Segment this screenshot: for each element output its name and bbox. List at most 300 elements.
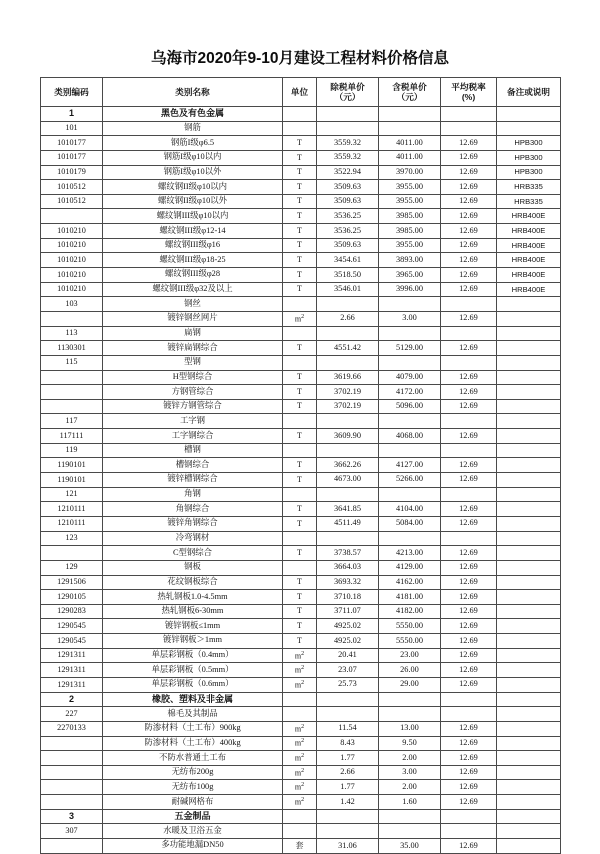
cell-average-tax-rate: [441, 809, 497, 824]
cell-category-name: 镀锌扁钢综合: [103, 341, 283, 356]
cell-remarks: [497, 809, 561, 824]
cell-unit: $m^2$: [283, 795, 317, 810]
cell-category-name: 黑色及有色金属: [103, 107, 283, 122]
cell-in-tax-price: 23.00: [379, 648, 441, 663]
cell-unit: [283, 487, 317, 502]
cell-ex-tax-price: 3509.63: [317, 180, 379, 195]
cell-unit: [283, 414, 317, 429]
cell-unit: T: [283, 136, 317, 151]
cell-category-code: 113: [41, 326, 103, 341]
cell-average-tax-rate: 12.69: [441, 253, 497, 268]
cell-category-code: [41, 751, 103, 766]
column-header-in-tax-price: [379, 78, 441, 107]
cell-average-tax-rate: 12.69: [441, 663, 497, 678]
cell-in-tax-price: 4068.00: [379, 429, 441, 444]
table-row: [41, 194, 561, 209]
column-header-in-tax-price-line1: 含税单价: [392, 81, 427, 92]
cell-unit: T: [283, 516, 317, 531]
cell-category-name: 多功能地漏DN50: [103, 839, 283, 854]
cell-remarks: [497, 736, 561, 751]
cell-remarks: [497, 385, 561, 400]
cell-category-name: 钢丝: [103, 297, 283, 312]
cell-category-name: 冷弯钢材: [103, 531, 283, 546]
header-row: [41, 78, 561, 107]
cell-unit: $m^2$: [283, 736, 317, 751]
column-header-unit: 单位: [283, 78, 317, 107]
cell-in-tax-price: 4011.00: [379, 150, 441, 165]
cell-in-tax-price: 3.00: [379, 765, 441, 780]
table-body: [41, 107, 561, 854]
cell-remarks: [497, 824, 561, 839]
cell-average-tax-rate: 12.69: [441, 268, 497, 283]
cell-average-tax-rate: 12.69: [441, 546, 497, 561]
cell-category-name: 单层彩钢板（0.5mm）: [103, 663, 283, 678]
table-row: [41, 209, 561, 224]
cell-category-name: 镀锌槽钢综合: [103, 473, 283, 488]
column-header-average-tax-rate: [441, 78, 497, 107]
cell-average-tax-rate: [441, 326, 497, 341]
cell-remarks: HRB400E: [497, 224, 561, 239]
cell-unit: T: [283, 502, 317, 517]
table-row: [41, 107, 561, 122]
cell-ex-tax-price: 1.77: [317, 780, 379, 795]
table-row: [41, 268, 561, 283]
cell-unit: T: [283, 165, 317, 180]
cell-category-name: 角钢综合: [103, 502, 283, 517]
cell-category-code: 119: [41, 443, 103, 458]
table-row: [41, 238, 561, 253]
cell-category-code: 1290105: [41, 590, 103, 605]
cell-in-tax-price: 5550.00: [379, 634, 441, 649]
cell-category-code: 1010210: [41, 238, 103, 253]
cell-ex-tax-price: 3693.32: [317, 575, 379, 590]
cell-in-tax-price: 4162.00: [379, 575, 441, 590]
cell-unit: T: [283, 429, 317, 444]
table-row: [41, 751, 561, 766]
cell-category-name: H型钢综合: [103, 370, 283, 385]
cell-in-tax-price: [379, 692, 441, 707]
cell-unit: T: [283, 370, 317, 385]
column-header-average-tax-rate-line1: 平均税率: [451, 81, 486, 92]
column-header-average-tax-rate-line2: (%): [461, 92, 476, 102]
table-row: [41, 150, 561, 165]
cell-category-code: 103: [41, 297, 103, 312]
cell-category-name: 螺纹钢III级φ16: [103, 238, 283, 253]
cell-remarks: [497, 443, 561, 458]
cell-average-tax-rate: 12.69: [441, 604, 497, 619]
cell-average-tax-rate: 12.69: [441, 516, 497, 531]
cell-category-code: 1010179: [41, 165, 103, 180]
cell-remarks: [497, 473, 561, 488]
cell-in-tax-price: 4079.00: [379, 370, 441, 385]
table-row: [41, 809, 561, 824]
cell-category-code: 1010512: [41, 194, 103, 209]
table-row: [41, 634, 561, 649]
cell-unit: $m^2$: [283, 663, 317, 678]
cell-category-code: 1210111: [41, 516, 103, 531]
cell-category-code: 1291311: [41, 663, 103, 678]
cell-ex-tax-price: 3711.07: [317, 604, 379, 619]
table-row: [41, 575, 561, 590]
cell-category-name: 钢板: [103, 560, 283, 575]
cell-unit: T: [283, 385, 317, 400]
cell-in-tax-price: 4011.00: [379, 136, 441, 151]
cell-average-tax-rate: [441, 107, 497, 122]
cell-unit: T: [283, 341, 317, 356]
cell-category-code: [41, 370, 103, 385]
cell-average-tax-rate: 12.69: [441, 282, 497, 297]
cell-in-tax-price: [379, 297, 441, 312]
cell-category-name: 方钢管综合: [103, 385, 283, 400]
cell-ex-tax-price: 3559.32: [317, 136, 379, 151]
cell-average-tax-rate: 12.69: [441, 458, 497, 473]
table-row: [41, 370, 561, 385]
cell-in-tax-price: 4129.00: [379, 560, 441, 575]
cell-remarks: [497, 765, 561, 780]
cell-category-code: 1190101: [41, 458, 103, 473]
cell-remarks: [497, 121, 561, 136]
price-table-container: [40, 77, 560, 854]
cell-unit: T: [283, 399, 317, 414]
cell-in-tax-price: 29.00: [379, 677, 441, 692]
cell-in-tax-price: 3996.00: [379, 282, 441, 297]
cell-average-tax-rate: 12.69: [441, 839, 497, 854]
cell-unit: T: [283, 194, 317, 209]
cell-ex-tax-price: 3454.61: [317, 253, 379, 268]
cell-category-name: 钢筋I级φ10以内: [103, 150, 283, 165]
cell-remarks: HRB335: [497, 180, 561, 195]
cell-ex-tax-price: [317, 692, 379, 707]
table-row: [41, 297, 561, 312]
column-header-ex-tax-price: [317, 78, 379, 107]
table-row: [41, 136, 561, 151]
cell-remarks: [497, 414, 561, 429]
table-row: [41, 326, 561, 341]
cell-in-tax-price: 5266.00: [379, 473, 441, 488]
cell-average-tax-rate: 12.69: [441, 136, 497, 151]
cell-remarks: [497, 839, 561, 854]
cell-remarks: HPB300: [497, 136, 561, 151]
cell-in-tax-price: 26.00: [379, 663, 441, 678]
cell-category-name: 无纺布100g: [103, 780, 283, 795]
cell-unit: [283, 121, 317, 136]
cell-category-name: 橡胶、塑料及非金属: [103, 692, 283, 707]
cell-in-tax-price: [379, 414, 441, 429]
cell-average-tax-rate: 12.69: [441, 619, 497, 634]
cell-average-tax-rate: 12.69: [441, 502, 497, 517]
cell-ex-tax-price: [317, 297, 379, 312]
cell-category-name: 花纹钢板综合: [103, 575, 283, 590]
cell-remarks: [497, 355, 561, 370]
cell-unit: $m^2$: [283, 751, 317, 766]
cell-category-name: 钢筋I级φ10以外: [103, 165, 283, 180]
cell-in-tax-price: 2.00: [379, 751, 441, 766]
cell-remarks: [497, 648, 561, 663]
cell-category-name: 螺纹钢II级φ10以外: [103, 194, 283, 209]
cell-unit: T: [283, 238, 317, 253]
column-header-ex-tax-price-line1: 除税单价: [330, 81, 365, 92]
cell-in-tax-price: [379, 531, 441, 546]
cell-remarks: HRB400E: [497, 268, 561, 283]
cell-ex-tax-price: 11.54: [317, 721, 379, 736]
column-header-in-tax-price-line2: （元）: [396, 92, 423, 102]
cell-remarks: [497, 721, 561, 736]
cell-unit: T: [283, 458, 317, 473]
cell-average-tax-rate: 12.69: [441, 677, 497, 692]
cell-unit: T: [283, 224, 317, 239]
cell-in-tax-price: 1.60: [379, 795, 441, 810]
cell-category-code: [41, 839, 103, 854]
cell-unit: [283, 531, 317, 546]
cell-category-name: 螺纹钢III级φ18-25: [103, 253, 283, 268]
cell-category-name: 型钢: [103, 355, 283, 370]
cell-average-tax-rate: 12.69: [441, 209, 497, 224]
cell-average-tax-rate: 12.69: [441, 429, 497, 444]
cell-category-code: 117: [41, 414, 103, 429]
cell-category-code: 1010512: [41, 180, 103, 195]
cell-ex-tax-price: 3710.18: [317, 590, 379, 605]
cell-unit: [283, 326, 317, 341]
cell-ex-tax-price: 20.41: [317, 648, 379, 663]
cell-ex-tax-price: 3518.50: [317, 268, 379, 283]
cell-category-code: 101: [41, 121, 103, 136]
cell-in-tax-price: 5129.00: [379, 341, 441, 356]
cell-ex-tax-price: [317, 487, 379, 502]
table-row: [41, 165, 561, 180]
cell-unit: T: [283, 634, 317, 649]
table-row: [41, 473, 561, 488]
cell-ex-tax-price: 3609.90: [317, 429, 379, 444]
cell-remarks: HRB400E: [497, 282, 561, 297]
cell-category-code: [41, 311, 103, 326]
cell-category-code: 307: [41, 824, 103, 839]
cell-unit: $m^2$: [283, 780, 317, 795]
cell-average-tax-rate: [441, 443, 497, 458]
table-row: [41, 311, 561, 326]
table-header: [41, 78, 561, 107]
table-row: [41, 355, 561, 370]
cell-category-code: [41, 546, 103, 561]
cell-category-code: 1290283: [41, 604, 103, 619]
cell-remarks: HRB335: [497, 194, 561, 209]
cell-unit: T: [283, 590, 317, 605]
cell-remarks: HPB300: [497, 165, 561, 180]
cell-ex-tax-price: 1.77: [317, 751, 379, 766]
table-row: [41, 648, 561, 663]
cell-category-name: 螺纹钢III级φ10以内: [103, 209, 283, 224]
cell-remarks: [497, 487, 561, 502]
cell-remarks: [497, 516, 561, 531]
cell-remarks: HRB400E: [497, 238, 561, 253]
cell-category-name: 槽钢综合: [103, 458, 283, 473]
table-row: [41, 399, 561, 414]
cell-unit: $m^2$: [283, 311, 317, 326]
cell-average-tax-rate: 12.69: [441, 341, 497, 356]
table-row: [41, 429, 561, 444]
table-row: [41, 604, 561, 619]
cell-category-name: 耐碱网格布: [103, 795, 283, 810]
cell-average-tax-rate: 12.69: [441, 165, 497, 180]
cell-remarks: [497, 531, 561, 546]
cell-category-name: 镀锌角钢综合: [103, 516, 283, 531]
cell-average-tax-rate: [441, 297, 497, 312]
cell-ex-tax-price: 4673.00: [317, 473, 379, 488]
cell-category-code: [41, 385, 103, 400]
cell-average-tax-rate: 12.69: [441, 634, 497, 649]
cell-unit: T: [283, 268, 317, 283]
cell-category-code: 1210111: [41, 502, 103, 517]
cell-in-tax-price: 13.00: [379, 721, 441, 736]
cell-in-tax-price: [379, 355, 441, 370]
cell-remarks: [497, 590, 561, 605]
cell-category-name: 防渗材料（土工布）900kg: [103, 721, 283, 736]
cell-ex-tax-price: 4925.02: [317, 619, 379, 634]
cell-category-name: 螺纹钢III级φ28: [103, 268, 283, 283]
table-row: [41, 224, 561, 239]
cell-unit: [283, 297, 317, 312]
table-row: [41, 531, 561, 546]
cell-ex-tax-price: 3559.32: [317, 150, 379, 165]
cell-ex-tax-price: 31.06: [317, 839, 379, 854]
cell-average-tax-rate: [441, 121, 497, 136]
cell-remarks: [497, 297, 561, 312]
cell-in-tax-price: 4182.00: [379, 604, 441, 619]
table-row: [41, 341, 561, 356]
cell-category-name: 镀锌钢丝网片: [103, 311, 283, 326]
cell-average-tax-rate: 12.69: [441, 780, 497, 795]
cell-category-name: C型钢综合: [103, 546, 283, 561]
cell-in-tax-price: 2.00: [379, 780, 441, 795]
cell-average-tax-rate: 12.69: [441, 575, 497, 590]
table-row: [41, 721, 561, 736]
cell-average-tax-rate: 12.69: [441, 590, 497, 605]
cell-unit: [283, 107, 317, 122]
table-row: [41, 560, 561, 575]
cell-in-tax-price: 3965.00: [379, 268, 441, 283]
table-row: [41, 707, 561, 722]
cell-remarks: [497, 326, 561, 341]
cell-category-name: 热轧钢板6-30mm: [103, 604, 283, 619]
cell-remarks: [497, 399, 561, 414]
cell-in-tax-price: 9.50: [379, 736, 441, 751]
cell-in-tax-price: 4127.00: [379, 458, 441, 473]
cell-in-tax-price: [379, 707, 441, 722]
cell-category-name: 工字钢: [103, 414, 283, 429]
cell-category-code: 115: [41, 355, 103, 370]
column-header-remarks: 备注或说明: [497, 78, 561, 107]
cell-category-code: 227: [41, 707, 103, 722]
cell-unit: T: [283, 604, 317, 619]
cell-unit: $m^2$: [283, 677, 317, 692]
cell-remarks: [497, 502, 561, 517]
table-row: [41, 795, 561, 810]
cell-remarks: [497, 677, 561, 692]
cell-ex-tax-price: [317, 355, 379, 370]
cell-ex-tax-price: [317, 809, 379, 824]
cell-average-tax-rate: 12.69: [441, 224, 497, 239]
cell-unit: [283, 560, 317, 575]
cell-category-code: [41, 795, 103, 810]
cell-remarks: [497, 458, 561, 473]
cell-ex-tax-price: 3662.26: [317, 458, 379, 473]
cell-category-code: 2: [41, 692, 103, 707]
table-row: [41, 780, 561, 795]
table-row: [41, 121, 561, 136]
table-row: [41, 253, 561, 268]
page-title: 乌海市2020年9-10月建设工程材料价格信息: [150, 50, 449, 67]
cell-category-code: 1010177: [41, 150, 103, 165]
cell-ex-tax-price: [317, 414, 379, 429]
table-row: [41, 824, 561, 839]
cell-category-name: 单层彩钢板（0.4mm）: [103, 648, 283, 663]
cell-remarks: [497, 604, 561, 619]
cell-category-code: [41, 736, 103, 751]
cell-average-tax-rate: [441, 487, 497, 502]
cell-remarks: [497, 107, 561, 122]
cell-in-tax-price: 4104.00: [379, 502, 441, 517]
cell-in-tax-price: 3970.00: [379, 165, 441, 180]
cell-in-tax-price: 3985.00: [379, 209, 441, 224]
cell-average-tax-rate: 12.69: [441, 180, 497, 195]
cell-remarks: [497, 692, 561, 707]
cell-ex-tax-price: 8.43: [317, 736, 379, 751]
cell-remarks: [497, 546, 561, 561]
cell-in-tax-price: [379, 107, 441, 122]
cell-category-code: 123: [41, 531, 103, 546]
cell-remarks: [497, 311, 561, 326]
cell-category-name: 钢筋: [103, 121, 283, 136]
cell-category-name: 水暖及卫浴五金: [103, 824, 283, 839]
cell-unit: $m^2$: [283, 721, 317, 736]
cell-remarks: [497, 370, 561, 385]
cell-category-name: 螺纹钢III级φ32及以上: [103, 282, 283, 297]
table-row: [41, 502, 561, 517]
cell-average-tax-rate: 12.69: [441, 370, 497, 385]
cell-remarks: [497, 575, 561, 590]
cell-category-name: 螺纹钢II级φ10以内: [103, 180, 283, 195]
cell-in-tax-price: 3955.00: [379, 180, 441, 195]
cell-ex-tax-price: 3702.19: [317, 399, 379, 414]
cell-ex-tax-price: [317, 824, 379, 839]
cell-ex-tax-price: [317, 443, 379, 458]
cell-category-name: 镀锌方钢管综合: [103, 399, 283, 414]
table-row: [41, 839, 561, 854]
cell-in-tax-price: 5096.00: [379, 399, 441, 414]
cell-ex-tax-price: 2.66: [317, 765, 379, 780]
cell-unit: T: [283, 253, 317, 268]
cell-average-tax-rate: [441, 531, 497, 546]
cell-ex-tax-price: 3641.85: [317, 502, 379, 517]
table-row: [41, 736, 561, 751]
cell-unit: [283, 707, 317, 722]
cell-category-name: 五金制品: [103, 809, 283, 824]
cell-category-code: 1010210: [41, 282, 103, 297]
cell-category-code: 1010177: [41, 136, 103, 151]
cell-ex-tax-price: 23.07: [317, 663, 379, 678]
cell-category-name: 不防水普通土工布: [103, 751, 283, 766]
cell-category-name: 镀锌钢板≤1mm: [103, 619, 283, 634]
table-row: [41, 546, 561, 561]
cell-remarks: HRB400E: [497, 209, 561, 224]
cell-average-tax-rate: 12.69: [441, 648, 497, 663]
cell-category-code: 121: [41, 487, 103, 502]
cell-average-tax-rate: 12.69: [441, 473, 497, 488]
cell-category-code: 1290545: [41, 634, 103, 649]
cell-ex-tax-price: 3619.66: [317, 370, 379, 385]
cell-in-tax-price: [379, 443, 441, 458]
column-header-name: 类别名称: [103, 78, 283, 107]
cell-category-code: 1291311: [41, 677, 103, 692]
